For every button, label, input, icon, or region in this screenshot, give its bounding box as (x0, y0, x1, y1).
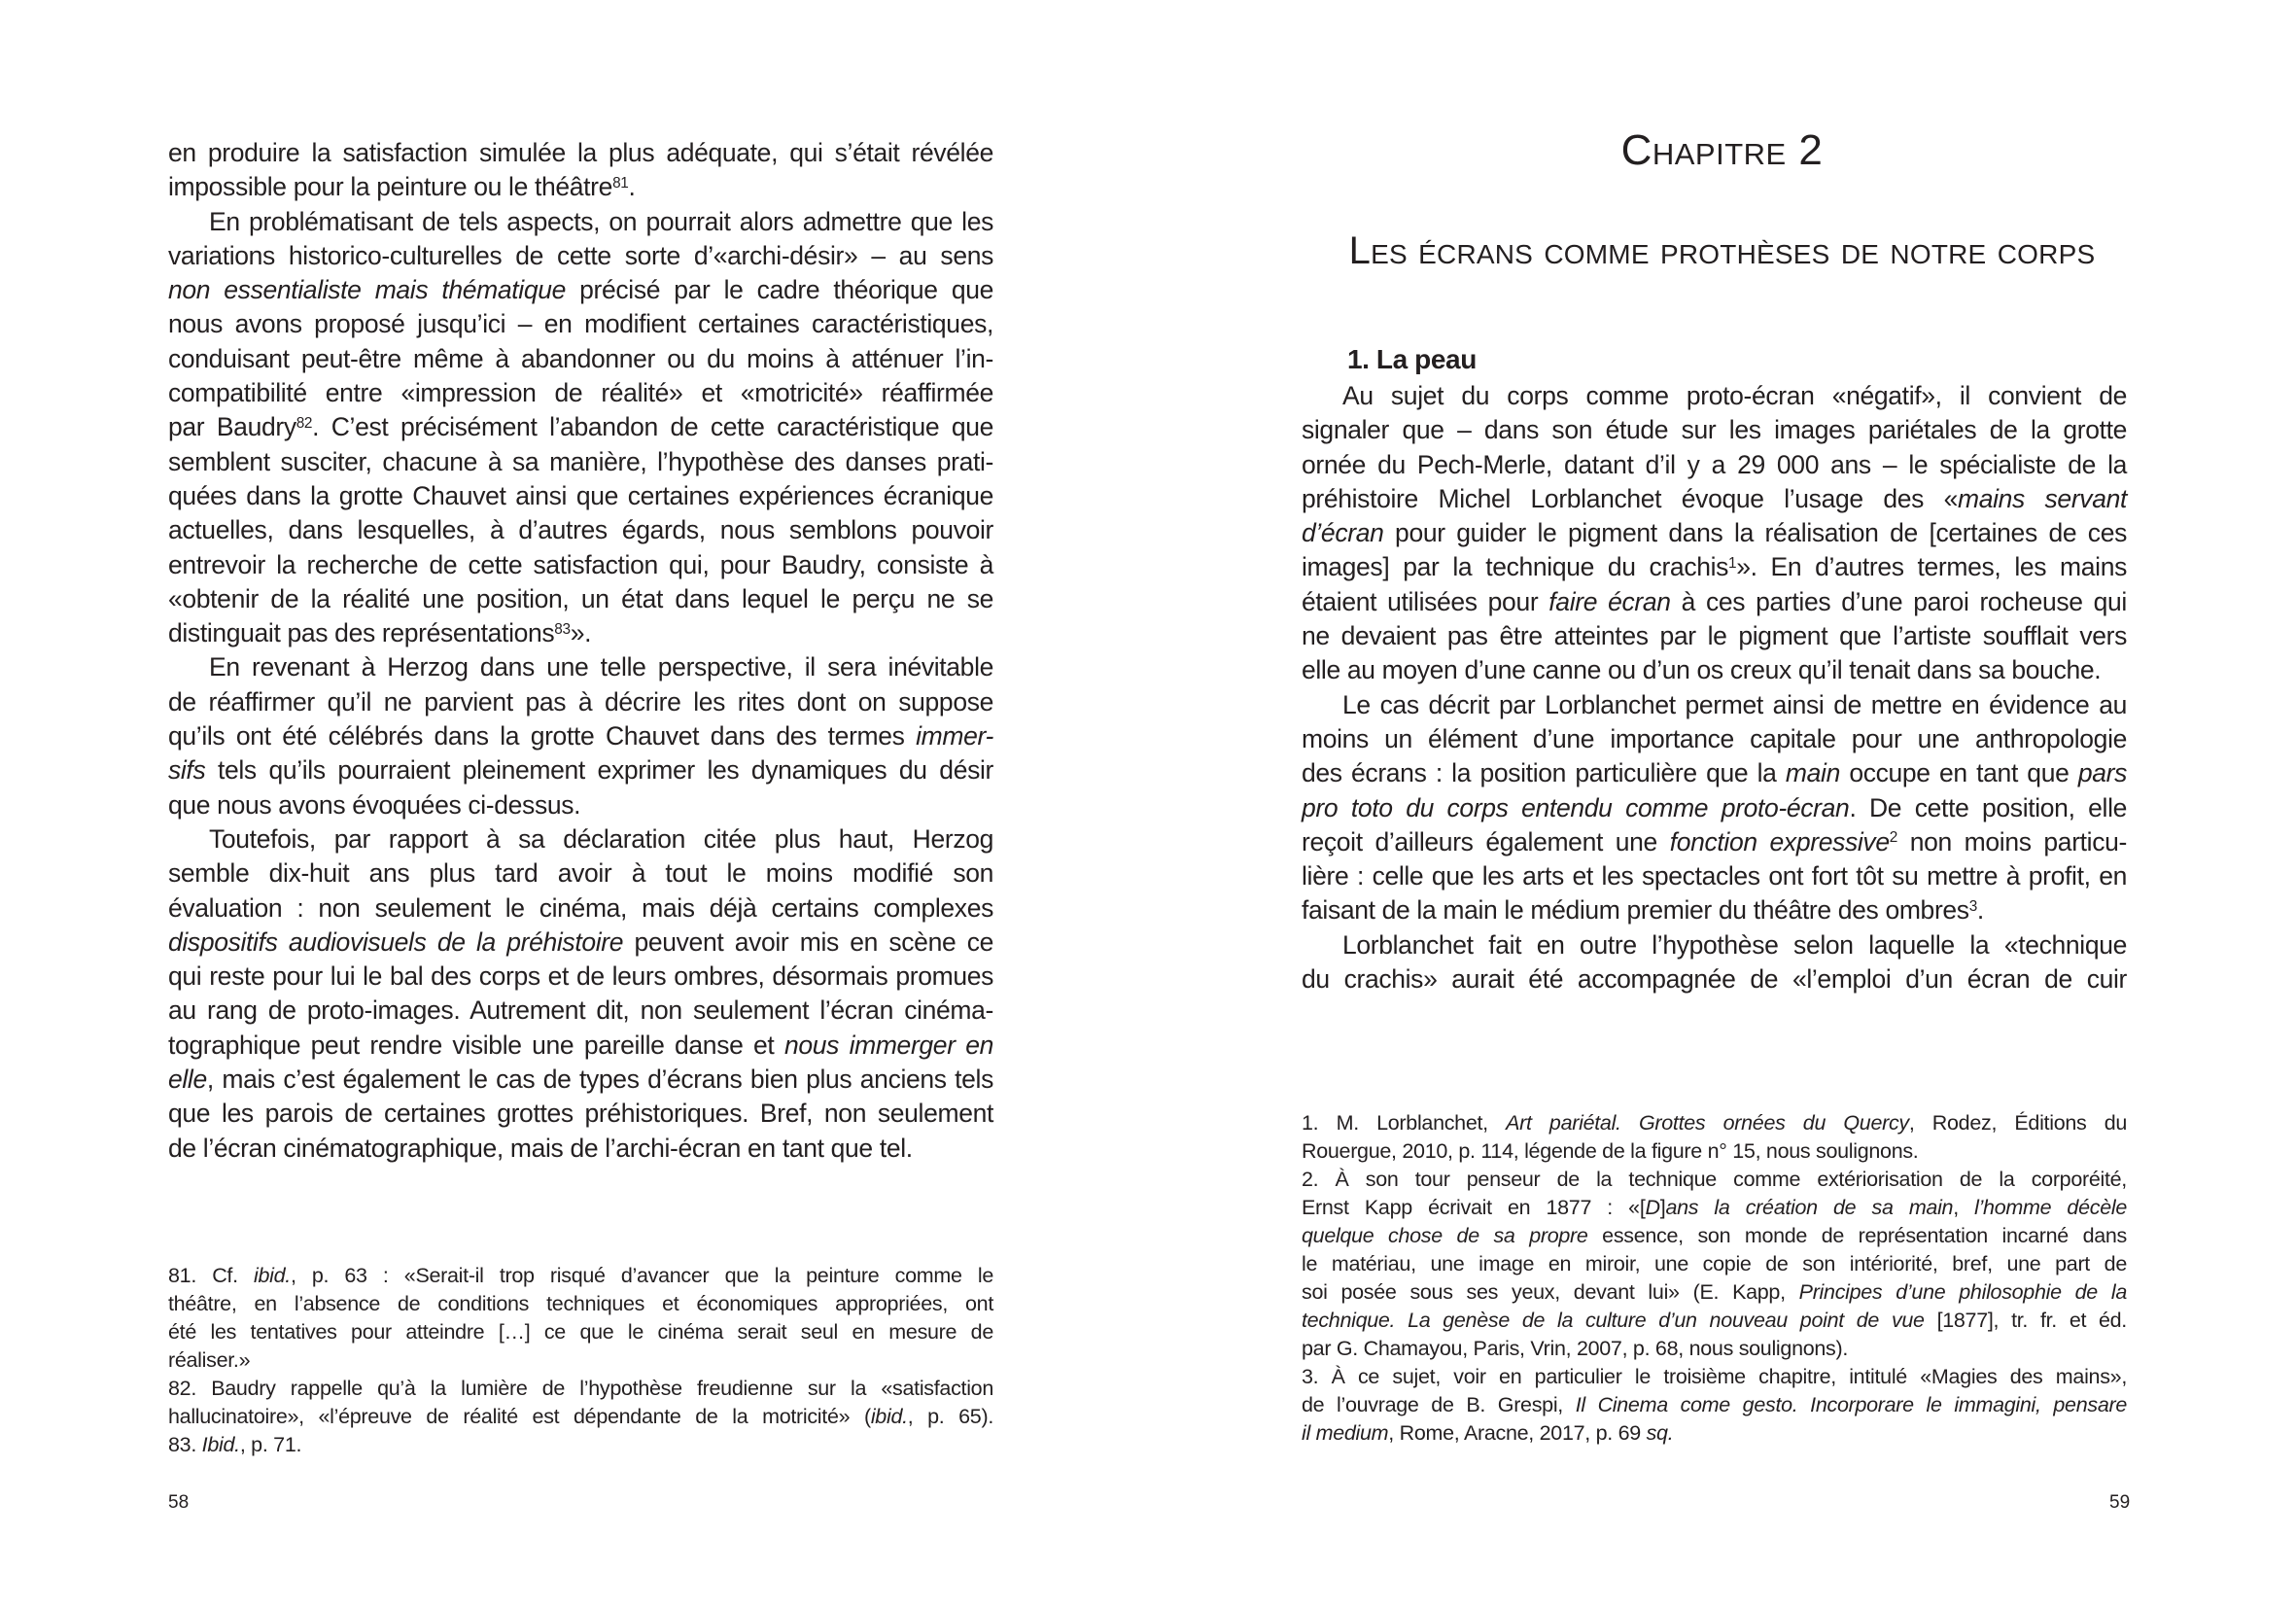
text-line: images] par la technique du crachis$^1$». En d’autres termes, les mains (1302, 552, 2127, 582)
text-line: semble dix-huit ans plus tard avoir à tout le moins modifié son (168, 858, 993, 889)
text-line: évaluation : non seulement le cinéma, mais déjà certains complexes (168, 892, 993, 923)
text-line: elle, mais c’est également le cas de types d’écrans bien plus anciens tels (168, 1065, 993, 1095)
text-line: Lorblanchet fait en outre l’hypothèse selon laquelle la «technique (1342, 929, 2127, 960)
footnote-line: quelque chose de sa propre essence, son monde de représentation incarné dans (1302, 1224, 2127, 1247)
footnote-line: par G. Chamayou, Paris, Vrin, 2007, p. 68, nous soulignons). (1302, 1337, 1849, 1360)
footnote-line: 82. Baudry rappelle qu’à la lumière de l’hypothèse freudienne sur la «satisfaction (168, 1377, 993, 1400)
text-line: que nous avons évoquées ci-dessus. (168, 789, 581, 820)
text-line: préhistoire Michel Lorblanchet évoque l’usage des «mains servant (1302, 483, 2127, 513)
section-heading: 1. La peau (1347, 344, 1477, 374)
chapter-title: Les écrans comme prothèses de notre corps (1348, 229, 2096, 272)
text-line: que les parois de certaines grottes préhistoriques. Bref, non seulement (168, 1099, 993, 1129)
text-line: du crachis» aurait été accompagnée de «l’emploi d’un écran de cuir (1302, 964, 2127, 995)
footnote-line: de l’ouvrage de B. Grespi, Il Cinema come gesto. Incorporare le immagini, pensare (1302, 1393, 2127, 1416)
text-line: qu’ils ont été célébrés dans la grotte Chauvet dans des termes immer- (168, 721, 993, 751)
text-line: nous avons proposé jusqu’ici – en modifient certaines caractéristiques, (168, 309, 993, 339)
text-line: Au sujet du corps comme proto-écran «négatif», il convient de (1342, 381, 2127, 410)
text-line: «obtenir de la réalité une position, un état dans lequel le perçu ne se (168, 583, 993, 613)
text-line: non essentialiste mais thématique précisé par le cadre théorique que (168, 275, 993, 305)
chapter-label: Chapitre 2 (1620, 126, 1824, 174)
footnote-line: 3. À ce sujet, voir en particulier le troisième chapitre, intitulé «Magies des mains», (1302, 1365, 2127, 1388)
text-line: semblent susciter, chacune à sa manière, l’hypothèse des danses prati- (168, 446, 993, 476)
right-body-text (1302, 379, 2127, 996)
text-line: ornée du Pech-Merle, datant d’il y a 29 000 ans – le spécialiste de la (1302, 449, 2127, 479)
right-page (1148, 0, 2296, 1607)
text-line: de l’écran cinématographique, mais de l’archi-écran en tant que tel. (168, 1133, 913, 1163)
page-number-left: 58 (168, 1492, 190, 1513)
text-line: par Baudry$^{82}$. C’est précisément l’abandon de cette caractéristique que (168, 412, 993, 442)
text-line: moins un élément d’une importance capitale pour une anthropologie (1302, 723, 2127, 753)
text-line: d’écran pour guider le pigment dans la réalisation de [certaines de ces (1302, 518, 2127, 548)
footnote-line: été les tentatives pour atteindre […] ce que le cinéma serait seul en mesure de (168, 1320, 993, 1344)
footnote-line: 2. À son tour penseur de la technique comme extériorisation de la corporéité, (1302, 1168, 2127, 1191)
right-footnotes (1302, 1109, 2127, 1448)
text-line: impossible pour la peinture ou le théâtre$^{81}$. (168, 172, 636, 202)
footnote-line: Ernst Kapp écrivait en 1877 : «[D]ans la création de sa main, l’homme décèle (1302, 1196, 2127, 1219)
footnote-line: 1. M. Lorblanchet, Art pariétal. Grottes ornées du Quercy, Rodez, Éditions du (1302, 1111, 2128, 1135)
text-line: au rang de proto-images. Autrement dit, non seulement l’écran cinéma- (168, 996, 993, 1026)
footnote-line: soi posée sous ses yeux, devant lui» (E. Kapp, Principes d’une philosophie de la (1302, 1280, 2127, 1304)
text-line: En problématisant de tels aspects, on pourrait alors admettre que les (209, 206, 993, 236)
text-line: étaient utilisées pour faire écran à ces parties d’une paroi rocheuse qui (1302, 586, 2127, 616)
text-line: actuelles, dans lesquelles, à d’autres égards, nous semblons pouvoir (168, 515, 993, 545)
text-line: qui reste pour lui le bal des corps et de leurs ombres, désormais promues (168, 961, 993, 992)
page-number-right: 59 (2109, 1492, 2131, 1513)
text-line: faisant de la main le médium premier du théâtre des ombres$^3$. (1302, 895, 1984, 926)
footnote-line: 81. Cf. ibid., p. 63 : «Serait-il trop risqué d’avancer que la peinture comme le (168, 1264, 993, 1287)
text-line: reçoit d’ailleurs également une fonction expressive$^2$ non moins particu- (1302, 826, 2127, 856)
text-line: sifs tels qu’ils pourraient pleinement exprimer les dynamiques du désir (168, 755, 993, 786)
footnote-line: Rouergue, 2010, p. 114, légende de la figure n° 15, nous soulignons. (1302, 1139, 1919, 1163)
text-line: Toutefois, par rapport à sa déclaration citée plus haut, Herzog (209, 823, 993, 854)
footnote-line: 83. Ibid., p. 71. (168, 1433, 302, 1456)
text-line: dispositifs audiovisuels de la préhistoire peuvent avoir mis en scène ce (168, 926, 993, 957)
text-line: Le cas décrit par Lorblanchet permet ainsi de mettre en évidence au (1342, 689, 2127, 719)
text-line: quées dans la grotte Chauvet ainsi que certaines expériences écranique (168, 480, 993, 510)
text-line: lière : celle que les arts et les spectacles ont fort tôt su mettre à profit, en (1302, 861, 2127, 891)
text-line: distinguait pas des représentations$^{83}$». (168, 618, 592, 648)
text-line: ne devaient pas être atteintes par le pigment que l’artiste soufflait vers (1302, 621, 2127, 651)
text-line: des écrans : la position particulière que la main occupe en tant que pars (1302, 758, 2127, 788)
text-line: elle au moyen d’une canne ou d’un os creux qu’il tenait dans sa bouche. (1302, 655, 2102, 685)
text-line: pro toto du corps entendu comme proto-écran. De cette position, elle (1302, 792, 2128, 822)
text-line: compatibilité entre «impression de réalité» et «motricité» réaffirmée (168, 378, 993, 408)
left-footnotes (168, 1262, 993, 1459)
text-line: conduisant peut-être même à abandonner ou du moins à atténuer l’in- (168, 343, 993, 373)
footnote-line: technique. La genèse de la culture d’un nouveau point de vue [1877], tr. fr. et éd. (1302, 1309, 2127, 1332)
text-line: variations historico-culturelles de cette sorte d’«archi-désir» – au sens (168, 240, 993, 270)
footnote-line: le matériau, une image en miroir, une copie de son intériorité, bref, une part de (1302, 1252, 2127, 1275)
text-line: tographique peut rendre visible une pareille danse et nous immerger en (168, 1030, 993, 1060)
text-line: en produire la satisfaction simulée la plus adéquate, qui s’était révélée (168, 138, 993, 167)
text-line: entrevoir la recherche de cette satisfaction qui, pour Baudry, consiste à (168, 549, 993, 579)
left-body-text (168, 136, 993, 1166)
footnote-line: hallucinatoire», «l’épreuve de réalité est dépendante de la motricité» (ibid., p. 65). (168, 1405, 993, 1428)
text-line: signaler que – dans son étude sur les images pariétales de la grotte (1302, 415, 2127, 445)
text-line: de réaffirmer qu’il ne parvient pas à décrire les rites dont on suppose (168, 686, 993, 716)
footnote-line: réaliser.» (168, 1348, 251, 1372)
footnote-line: théâtre, en l’absence de conditions techniques et économiques appropriées, ont (168, 1292, 993, 1315)
text-line: En revenant à Herzog dans une telle perspective, il sera inévitable (209, 652, 993, 682)
footnote-line: il medium, Rome, Aracne, 2017, p. 69 sq. (1302, 1421, 1674, 1445)
